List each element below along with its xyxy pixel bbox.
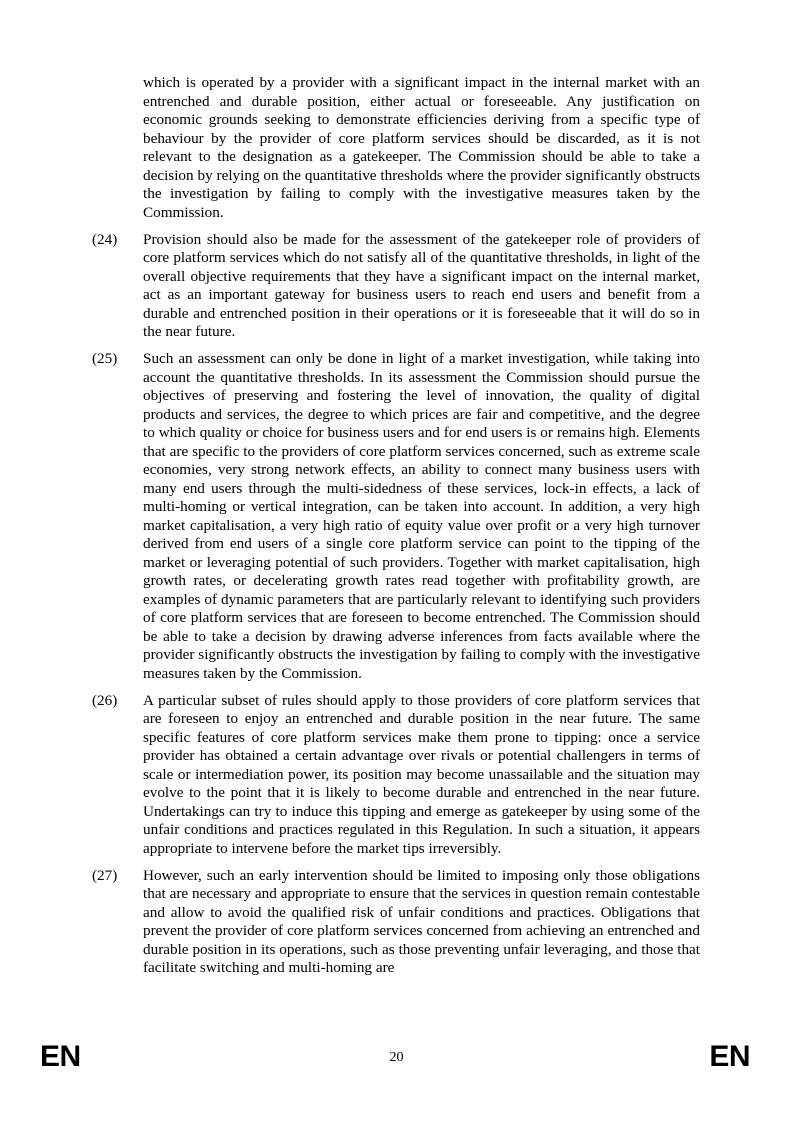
footer-language-left: EN — [40, 1040, 81, 1073]
paragraph-text: Such an assessment can only be done in light of a market investigation, while taking into account the quantitative thresholds. In its assessment the Commission should pursue the objectives of preserving and fostering the level of innovation, the quality of digital products and services, the degree to which prices are fair and competitive, and the degree to which quality or choice for business users and for end users is or remains high. Elements that are specific to the providers of core platform services concerned, such as extreme scale economies, very strong network effects, an ability to connect many business users with many end users through the multi-sidedness of these services, lock-in effects, a lack of multi-homing or vertical integration, can be taken into account. In addition, a very high market capitalisation, a very high ratio of equity value over profit or a very high turnover derived from end users of a single core platform service can point to the tipping of the market or leveraging potential of such providers. Together with market capitalisation, high growth rates, or decelerating growth rates read together with profitability growth, are examples of dynamic parameters that are particularly relevant to identifying such providers of core platform services that are foreseen to become entrenched. The Commission should be able to take a decision by drawing adverse inferences from facts available where the provider significantly obstructs the investigation by failing to comply with the investigative measures taken by the Commission. — [143, 350, 700, 682]
paragraph-27 — [92, 867, 700, 978]
paragraph-24 — [92, 231, 700, 342]
paragraph-26 — [92, 692, 700, 859]
paragraph-continuation — [92, 74, 700, 222]
paragraph-number: (26) — [92, 691, 118, 709]
paragraph-text: Provision should also be made for the assessment of the gatekeeper role of providers of core platform services which do not satisfy all of the quantitative thresholds, in light of the overall objective requirements that they have a significant impact on the internal market, act as an important gateway for business users to reach end users and benefit from a durable and entrenched position in their operations or it is foreseeable that it will do so in the near future. — [143, 230, 700, 340]
paragraph-number: (27) — [92, 866, 118, 884]
footer-page-number: 20 — [389, 1050, 404, 1065]
paragraph-text: which is operated by a provider with a significant impact in the internal market with an entrenched and durable position, either actual or foreseeable. Any justification on economic grounds seeking to demonstrate efficiencies deriving from a specific type of behaviour by the provider of core platform services should be discarded, as it is not relevant to the designation as a gatekeeper. The Commission should be able to take a decision by relying on the quantitative thresholds where the provider significantly obstructs the investigation by failing to comply with the investigative measures taken by the Commission. — [143, 74, 700, 221]
paragraph-number: (24) — [92, 230, 118, 248]
paragraph-text: A particular subset of rules should apply to those providers of core platform services that are foreseen to enjoy an entrenched and durable position in the near future. The same specific features of core platform services make them prone to tipping: once a service provider has obtained a certain advantage over rivals or potential challengers in terms of scale or intermediation power, its position may become unassailable and the situation may evolve to the point that it is likely to become durable and entrenched in the near future. Undertakings can try to induce this tipping and emerge as gatekeeper by using some of the unfair conditions and practices regulated in this Regulation. In such a situation, it appears appropriate to intervene before the market tips irreversibly. — [143, 691, 700, 857]
footer-language-right: EN — [709, 1040, 750, 1073]
paragraph-number: (25) — [92, 350, 118, 367]
recitals-body — [92, 74, 700, 978]
paragraph-text: However, such an early intervention should be limited to imposing only those obligations that are necessary and appropriate to ensure that the services in question remain contestable and allow to avoid the qualified risk of unfair conditions and practices. Obligations that prevent the provider of core platform services concerned from achieving an entrenched and durable position in its operations, such as those preventing unfair leveraging, and those that facilitate switching and multi-homing are — [143, 866, 700, 976]
paragraph-25 — [92, 350, 700, 683]
